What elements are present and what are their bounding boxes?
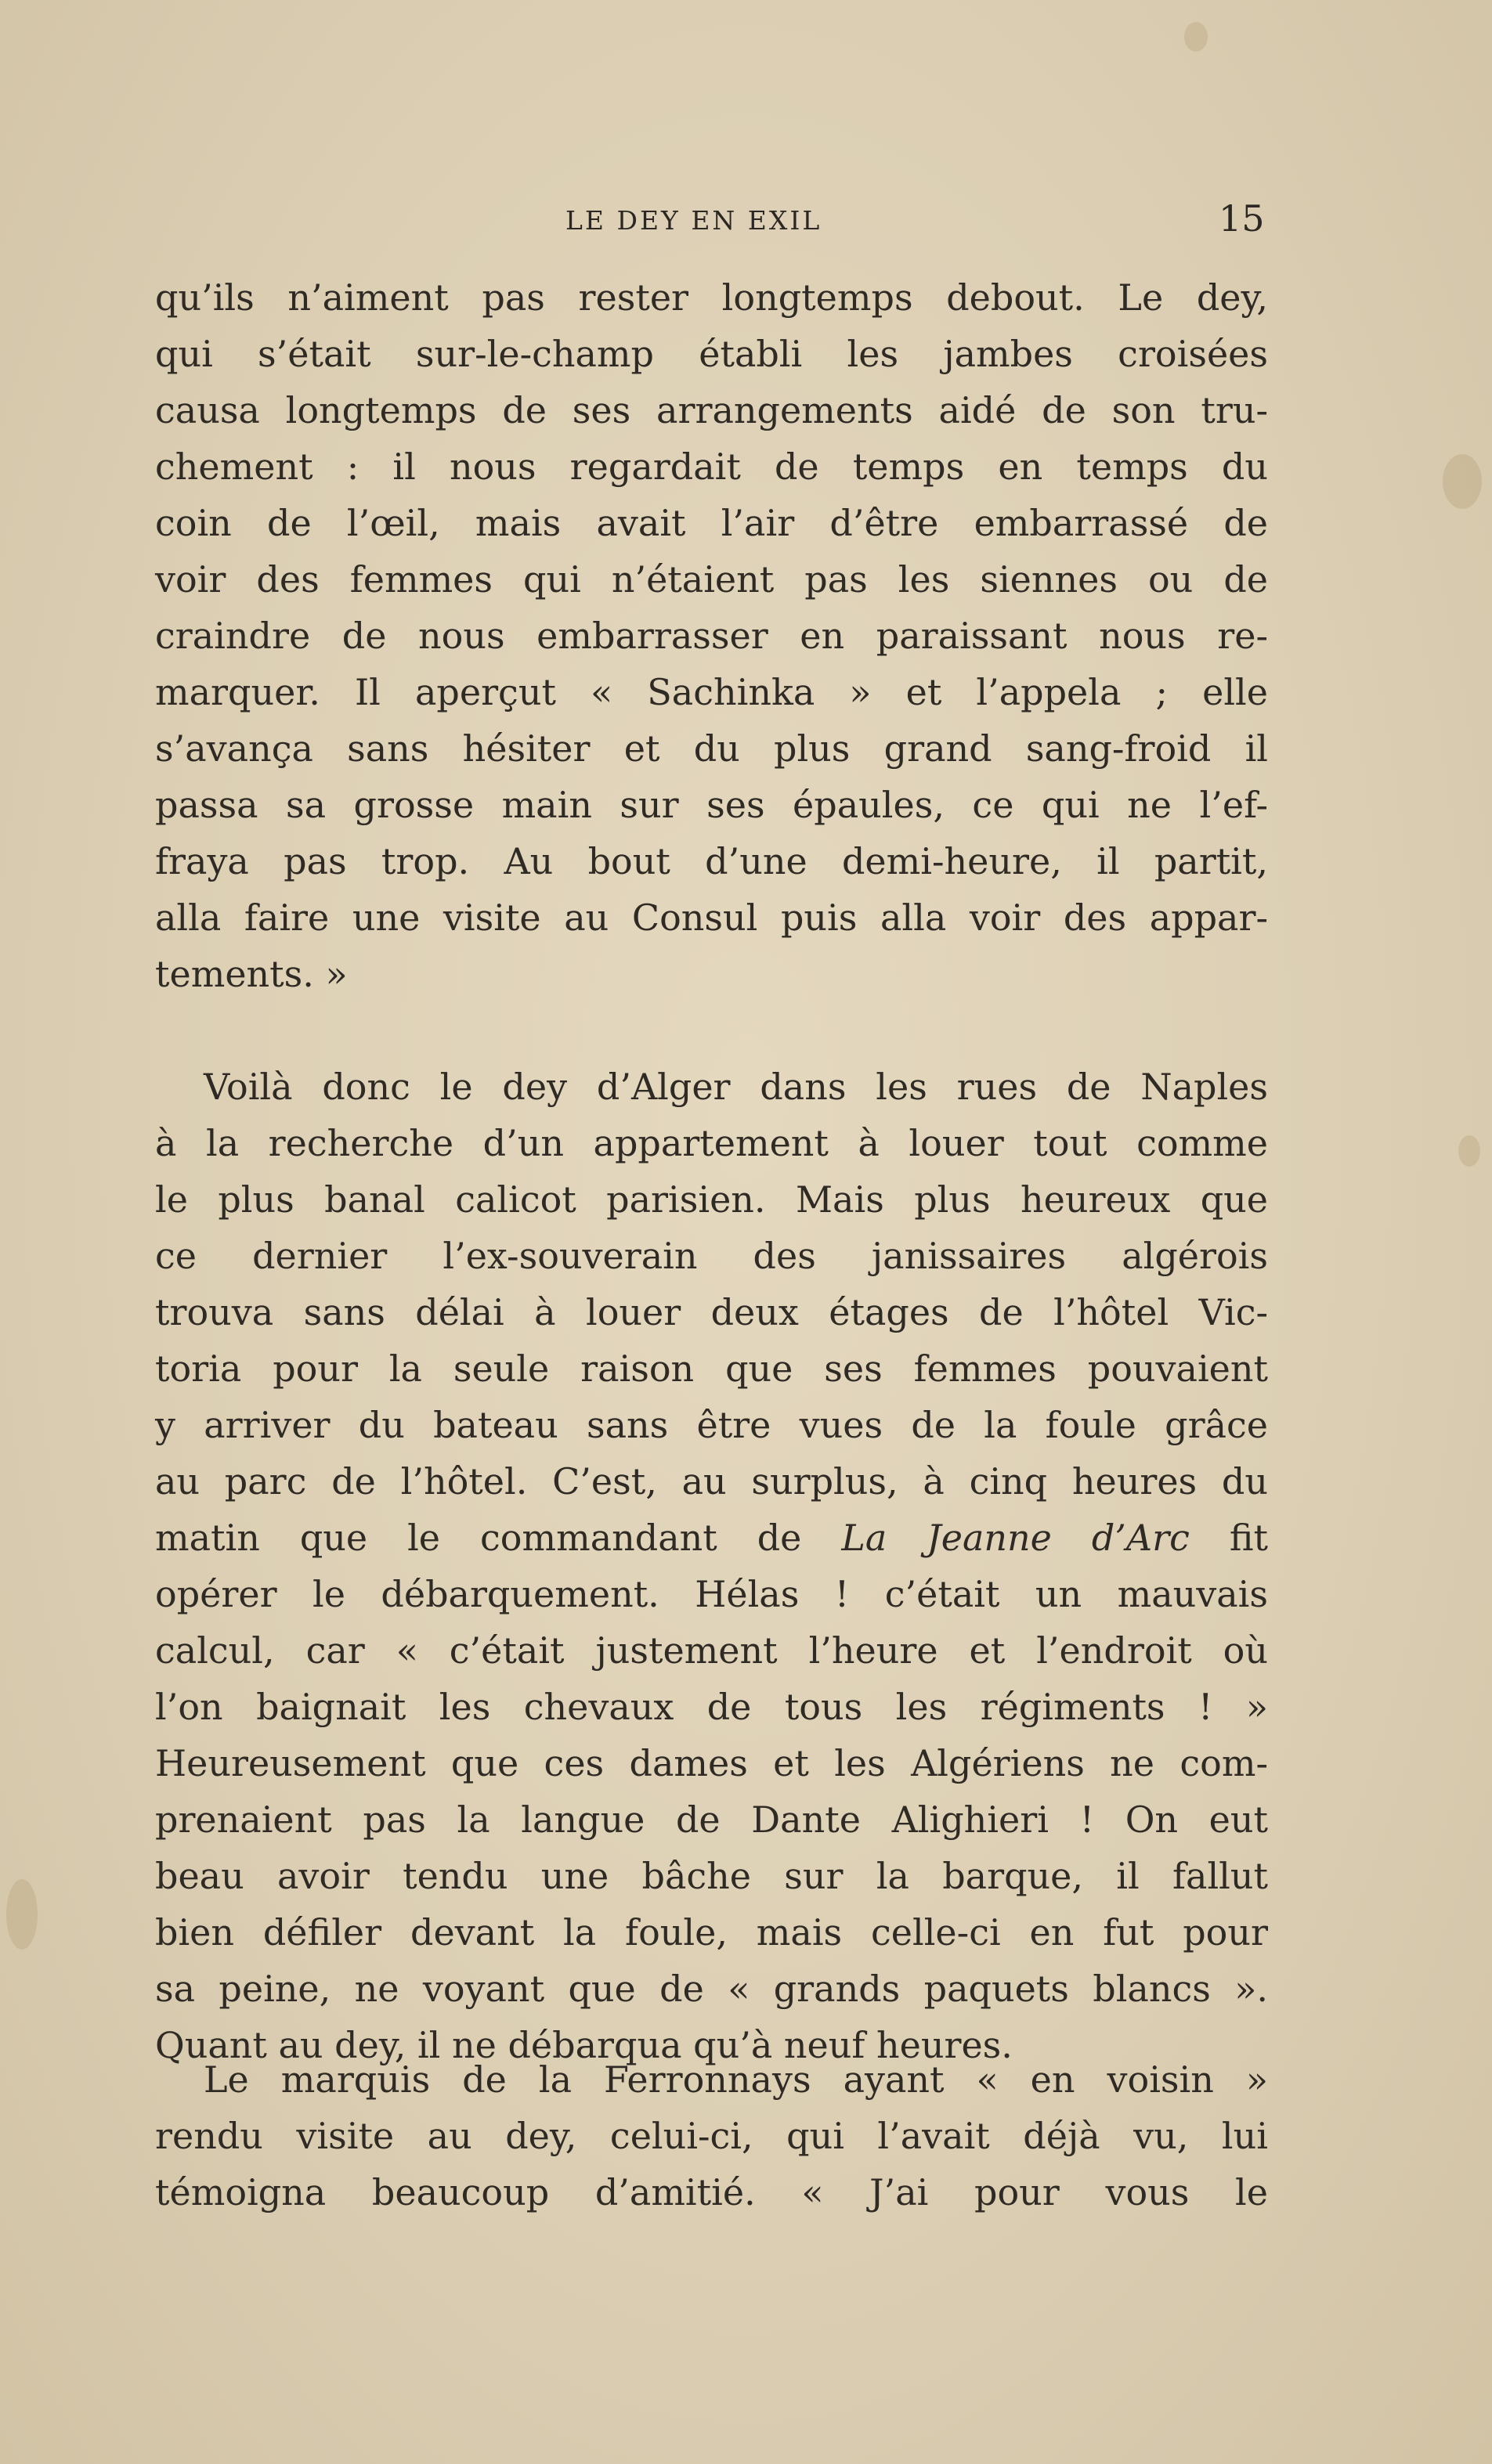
text-line: trouva sans délai à louer deux étages de l’hôtel Vic- — [155, 1291, 1268, 1333]
text-line — [155, 1510, 1268, 1566]
text-line: tements. » — [155, 953, 348, 995]
paper-stain — [1458, 1135, 1480, 1167]
text-line: craindre de nous embarrasser en paraissant nous re- — [155, 615, 1268, 657]
ship-name: La Jeanne d’Arc — [841, 1517, 1190, 1559]
text-line: Voilà donc le dey d’Alger dans les rues de Naples — [204, 1066, 1268, 1108]
text-line: coin de l’œil, mais avait l’air d’être embarrassé de — [155, 502, 1268, 544]
text-line: au parc de l’hôtel. C’est, au surplus, à cinq heures du — [155, 1460, 1268, 1503]
paper-stain — [1184, 22, 1208, 52]
text-line: causa longtemps de ses arrangements aidé de son tru- — [155, 389, 1268, 431]
text-line: y arriver du bateau sans être vues de la foule grâce — [155, 1404, 1268, 1446]
text-line: prenaient pas la langue de Dante Alighieri ! On eut — [155, 1798, 1268, 1841]
text-line: Heureusement que ces dames et les Algériens ne com- — [155, 1742, 1268, 1784]
text-segment: fit — [1189, 1517, 1268, 1559]
text-line: alla faire une visite au Consul puis alla voir des appar- — [155, 896, 1268, 939]
text-line: Quant au dey, il ne débarqua qu’à neuf heures. — [155, 2024, 1013, 2066]
text-line: témoigna beaucoup d’amitié. « J’ai pour vous le — [155, 2171, 1268, 2213]
text-line: s’avança sans hésiter et du plus grand sang-froid il — [155, 727, 1268, 770]
running-title: LE DEY EN EXIL — [565, 205, 822, 236]
text-line: l’on baignait les chevaux de tous les régiments ! » — [155, 1686, 1268, 1728]
text-line: à la recherche d’un appartement à louer tout comme — [155, 1122, 1268, 1164]
text-line: beau avoir tendu une bâche sur la barque, il fallut — [155, 1855, 1268, 1897]
text-line: fraya pas trop. Au bout d’une demi-heure, il partit, — [155, 840, 1268, 882]
text-line: le plus banal calicot parisien. Mais plus heureux que — [155, 1178, 1268, 1221]
paragraph — [155, 269, 1268, 1002]
text-line: voir des femmes qui n’étaient pas les siennes ou de — [155, 558, 1268, 601]
text-line: passa sa grosse main sur ses épaules, ce qui ne l’ef- — [155, 784, 1268, 826]
paragraph — [155, 2051, 1268, 2220]
paragraph — [155, 1059, 1268, 2073]
text-line: ce dernier l’ex-souverain des janissaires algérois — [155, 1235, 1268, 1277]
text-line: bien défiler devant la foule, mais celle-ci en fut pour — [155, 1911, 1268, 1954]
paper-stain — [1443, 454, 1482, 509]
page-number: 15 — [1219, 197, 1265, 240]
text-line: qu’ils n’aiment pas rester longtemps debout. Le dey, — [155, 276, 1268, 319]
text-line: chement : il nous regardait de temps en temps du — [155, 446, 1268, 488]
text-line: sa peine, ne voyant que de « grands paquets blancs ». — [155, 1968, 1268, 2010]
text-line: qui s’était sur-le-champ établi les jambes croisées — [155, 333, 1268, 375]
text-line: toria pour la seule raison que ses femmes pouvaient — [155, 1347, 1268, 1390]
text-line: rendu visite au dey, celui-ci, qui l’avait déjà vu, lui — [155, 2115, 1268, 2157]
text-line: Le marquis de la Ferronnays ayant « en voisin » — [204, 2058, 1268, 2101]
text-segment: matin que le commandant de — [155, 1517, 842, 1559]
text-line: marquer. Il aperçut « Sachinka » et l’appela ; elle — [155, 671, 1268, 713]
paper-stain — [6, 1879, 38, 1950]
text-line: opérer le débarquement. Hélas ! c’était un mauvais — [155, 1573, 1268, 1615]
text-line: calcul, car « c’était justement l’heure et l’endroit où — [155, 1629, 1268, 1672]
